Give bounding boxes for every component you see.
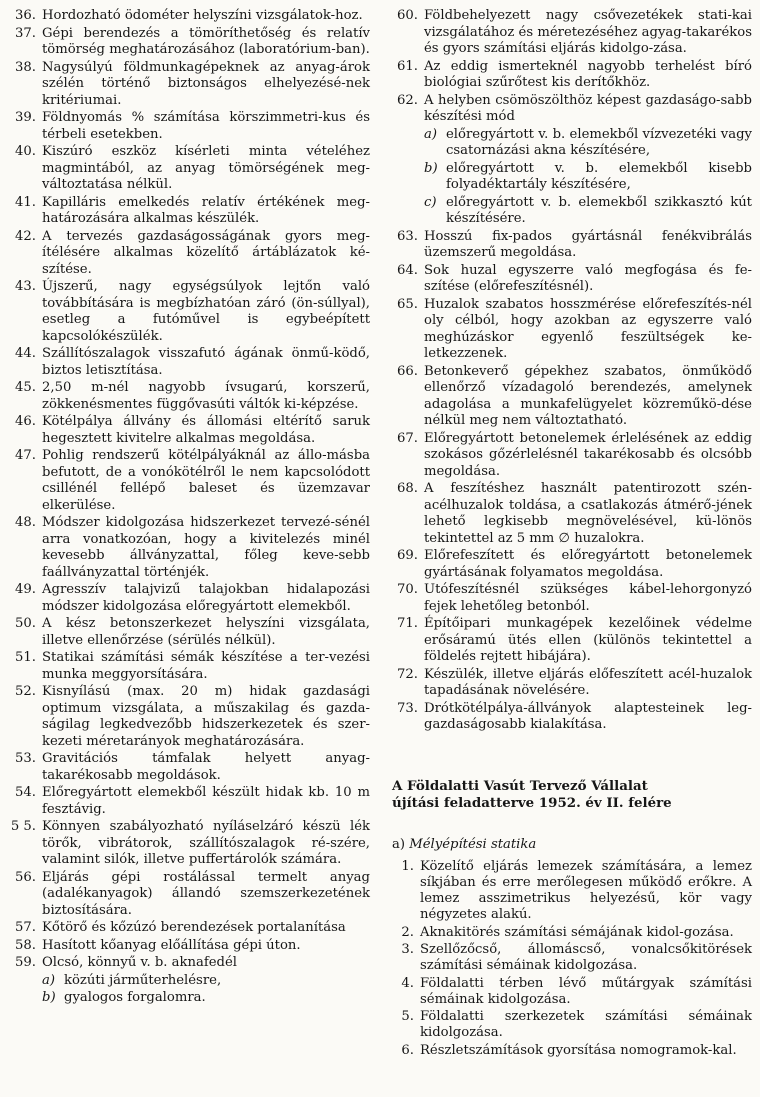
list-item	[388, 942, 752, 975]
item-62-sublist	[388, 127, 752, 228]
item-text: Közelítő eljárás lemezek számítására, a lemez síkjában és erre merőlegesen működő erőkre. A lemez asszimetrikus helyezésű, kör vagy négyzetes alakú.	[420, 858, 752, 923]
list-item	[6, 955, 370, 972]
item-text: Földnyomás % számítása körszimmetri-kus és térbeli esetekben.	[42, 110, 370, 142]
section-heading-line-2: újítási feladatterve 1952. év II. felére	[392, 794, 672, 811]
item-text: Gépi berendezés a tömöríthetőség és relatív tömörség meghatározásához (laboratórium-ban).	[42, 25, 370, 57]
list-item	[6, 195, 370, 228]
item-number: 73.	[397, 700, 418, 716]
item-text: Könnyen szabályozható nyíláselzáró készü lék törők, vibrátorok, szállítószalagok ré-szére, valamint silók, illetve puffertárolók számára.	[42, 819, 370, 867]
item-number: 40.	[15, 144, 36, 159]
item-number: 69.	[397, 548, 418, 563]
list-item	[6, 938, 370, 955]
list-item	[6, 684, 370, 750]
list-item	[388, 976, 752, 1009]
list-item	[388, 701, 752, 734]
item-text: Agresszív talajvizű talajokban hidalapozási módszer kidolgozása előregyártott elemekből.	[42, 582, 370, 614]
item-number: 49.	[15, 582, 36, 597]
item-text: Statikai számítási sémák készítése a ter-vezési munka meggyorsítására.	[42, 650, 370, 682]
item-number: 56.	[15, 869, 36, 885]
list-item	[388, 229, 752, 262]
item-number: 3.	[401, 941, 414, 957]
sub-item-label: a)	[424, 126, 438, 142]
item-number: 39.	[15, 110, 36, 125]
list-item	[6, 8, 370, 25]
item-number: 36.	[15, 8, 36, 23]
list-item	[388, 667, 752, 700]
item-number: 57.	[15, 920, 36, 935]
item-number: 37.	[15, 25, 36, 41]
item-text: Kiszúró eszköz kísérleti minta vételéhez magmintából, az anyag tömörségének meg-változtatása nélkül.	[42, 144, 370, 192]
list-item	[6, 144, 370, 194]
item-text: Olcsó, könnyű v. b. aknafedél	[42, 955, 238, 970]
item-number: 50.	[15, 616, 36, 631]
list-item	[6, 650, 370, 683]
list-item	[6, 785, 370, 818]
item-number: 60.	[397, 8, 418, 23]
item-number: 5.	[401, 1009, 414, 1025]
subsection-heading	[388, 836, 752, 853]
subsection-title: Mélyépítési statika	[409, 836, 537, 852]
item-text: Előregyártott betonelemek érlelésének az eddig szokásos gőzérlelésnél takarékosabb és olcsóbb megoldása.	[424, 430, 752, 479]
item-text: Kapilláris emelkedés relatív értékének meg-határozására alkalmas készülék.	[42, 194, 370, 226]
item-text: Huzalok szabatos hosszmérése előrefeszítés-nél oly célból, hogy azokban az egyszerre való meghúzáskor egyenlő feszültségek ke-letkezzenek.	[424, 296, 752, 361]
list-item	[6, 920, 370, 937]
list-item	[6, 448, 370, 514]
section-heading	[388, 778, 752, 812]
item-text: Földbehelyezett nagy csővezetékek stati-kai vizsgálatához és méretezéséhez agyag-takarékos és gyors számítási eljárás kidolgo-zása.	[424, 8, 752, 56]
item-text: Földalatti térben lévő műtárgyak számítási sémáinak kidolgozása.	[420, 975, 752, 1007]
right-column	[388, 8, 752, 1060]
item-number: 70.	[397, 582, 418, 597]
list-item	[6, 60, 370, 110]
list-item	[6, 380, 370, 413]
list-item	[388, 93, 752, 126]
item-number: 2.	[401, 924, 414, 940]
sub-item-label: a)	[42, 972, 56, 988]
item-number: 4.	[401, 975, 414, 991]
item-text: Kisnyílású (max. 20 m) hidak gazdasági optimum vizsgálata, a műszakilag és gazda-ságilag legkedvezőbb hidszerkezetek és szer-kezeti méretarányok meghatározására.	[42, 684, 370, 749]
item-number: 1.	[401, 858, 414, 874]
list-item	[6, 414, 370, 447]
item-number: 65.	[397, 296, 418, 312]
sub-item-label: c)	[424, 194, 437, 210]
list-item	[388, 925, 752, 941]
section-item-list	[388, 859, 752, 1060]
list-item	[388, 1009, 752, 1042]
item-text: Készülék, illetve eljárás előfeszített acél-huzalok tapadásának növelésére.	[424, 666, 752, 698]
item-number: 47.	[15, 448, 36, 463]
sub-item	[388, 195, 752, 228]
item-number: 67.	[397, 430, 418, 446]
sub-item-text: előregyártott v. b. elemekből vízvezetéki vagy csatornázási akna készítésére,	[446, 126, 752, 158]
item-number: 48.	[15, 515, 36, 530]
item-number: 53.	[15, 751, 36, 766]
sub-item	[6, 973, 370, 990]
item-text: Szállítószalagok visszafutó ágának önmű-ködő, biztos letisztítása.	[42, 346, 370, 378]
item-number: 68.	[397, 481, 418, 496]
item-text: Nagysúlyú földmunkagépeknek az anyag-árok szélén történő biztonságos elhelyezésé-nek kritériumai.	[42, 59, 370, 108]
list-item	[388, 59, 752, 92]
item-text: Előrefeszített és előregyártott betonelemek gyártásának folyamatos megoldása.	[424, 548, 752, 580]
item-number: 44.	[15, 346, 36, 361]
item-text: Részletszámítások gyorsítása nomogramok-kal.	[420, 1042, 737, 1058]
item-number: 41.	[15, 194, 36, 210]
list-item	[6, 279, 370, 345]
item-text: Sok huzal egyszerre való megfogása és fe-szítése (előrefeszítésnél).	[424, 262, 752, 294]
list-item	[388, 859, 752, 924]
item-text: Kőtörő és kőzúzó berendezések portalanítása	[42, 920, 346, 935]
sub-item-text: előregyártott v. b. elemekből kisebb folyadéktartály készítésére,	[446, 160, 752, 192]
right-item-list-a	[388, 8, 752, 126]
item-text: Hasított kőanyag előállítása gépi úton.	[42, 937, 301, 953]
item-text: Betonkeverő gépekhez szabatos, önműködő ellenőrző vízadagoló berendezés, amelynek adagolása a munkafelügyelet közreműkö-dése nélkül meg nem változtatható.	[424, 363, 752, 428]
item-text: Kötélpálya állvány és állomási eltérítő saruk hegesztett kivitelre alkalmas megoldása.	[42, 414, 370, 446]
item-text: A tervezés gazdaságosságának gyors meg-ítélésére alkalmas közelítő ártáblázatok ké-szítése.	[42, 228, 370, 277]
item-text: Hordozható ödométer helyszíni vizsgálatok-hoz.	[42, 8, 363, 23]
sub-item-label: b)	[42, 990, 56, 1005]
list-item	[388, 548, 752, 581]
item-number: 64.	[397, 262, 418, 278]
subsection-prefix: a)	[392, 836, 406, 852]
list-item	[6, 819, 370, 869]
sub-item-text: előregyártott v. b. elemekből szikkasztó kút készítésére.	[446, 194, 752, 226]
list-item	[388, 263, 752, 296]
item-text: A helyben csömöszölthöz képest gazdaságo-sabb készítési mód	[424, 92, 752, 124]
item-text: Eljárás gépi rostálással termelt anyag (adalékanyagok) állandó szemszerkezetének biztosítására.	[42, 869, 370, 918]
sub-item-text: gyalogos forgalomra.	[64, 990, 206, 1005]
item-number: 46.	[15, 414, 36, 429]
item-number: 59.	[15, 955, 36, 970]
list-item	[6, 870, 370, 920]
item-text: Utófeszítésnél szükséges kábel-lehorgonyzó fejek lehetőleg betonból.	[424, 582, 752, 614]
item-59-sublist	[6, 973, 370, 1007]
item-text: Gravitációs támfalak helyett anyag-takarékosabb megoldások.	[42, 751, 370, 783]
item-number: 52.	[15, 684, 36, 699]
item-number: 72.	[397, 666, 418, 682]
item-number: 6.	[401, 1042, 414, 1058]
item-number: 43.	[15, 279, 36, 294]
list-item	[388, 616, 752, 666]
item-text: 2,50 m-nél nagyobb ívsugarú, korszerű, zökkenésmentes függővasúti váltók ki-képzése.	[42, 380, 370, 412]
item-number: 51.	[15, 650, 36, 665]
item-number: 63.	[397, 228, 418, 244]
list-item	[6, 616, 370, 649]
item-number: 58.	[15, 937, 36, 953]
list-item	[388, 431, 752, 481]
item-number: 38.	[15, 59, 36, 75]
list-item	[388, 481, 752, 547]
list-item	[388, 297, 752, 363]
sub-item	[6, 990, 370, 1007]
item-text: Módszer kidolgozása hidszerkezet tervezé-sénél arra vonatkozóan, hogy a kivitelezés minél kevesebb állványzattal, főleg keve-sebb faállványzattal történjék.	[42, 515, 370, 580]
item-text: Az eddig ismerteknél nagyobb terhelést bíró biológiai szűrőtest kis derítőkhöz.	[424, 58, 752, 90]
list-item	[6, 110, 370, 143]
list-item	[388, 1043, 752, 1059]
list-item	[6, 346, 370, 379]
sub-item-text: közúti járműterhelésre,	[64, 972, 222, 988]
item-number: 66.	[397, 363, 418, 379]
list-item	[388, 364, 752, 430]
left-item-list	[6, 8, 370, 972]
list-item	[6, 515, 370, 581]
item-text: Építőipari munkagépek kezelőinek védelme erősáramú ütés ellen (különös tekintettel a földelés rejtett hibájára).	[424, 616, 752, 664]
item-number: 61.	[397, 58, 418, 74]
list-item	[6, 229, 370, 279]
sub-item-label: b)	[424, 160, 438, 176]
list-item	[6, 582, 370, 615]
item-text: Szellőzőcső, állomáscső, vonalcsőkitörések számítási sémáinak kidolgozása.	[420, 941, 752, 974]
item-text: A feszítéshez használt patentirozott szén-acélhuzalok toldása, a csatlakozás átmérő-jének lehető legkisebb megnövelésével, kü-lönös tekintettel az 5 mm ∅ huzalokra.	[424, 481, 752, 546]
item-number: 54.	[15, 785, 36, 800]
item-text: A kész betonszerkezet helyszíni vizsgálata, illetve ellenőrzése (sérülés nélkül).	[42, 616, 370, 648]
section-heading-line-1: A Földalatti Vasút Tervező Vállalat	[392, 777, 648, 794]
item-number: 5 5.	[10, 819, 36, 834]
sub-item	[388, 161, 752, 194]
item-number: 42.	[15, 228, 36, 244]
item-text: Pohlig rendszerű kötélpályáknál az állo-másba befutott, de a vonókötélről le nem kapcsolódott csillénél fellépő baleset és üzemzavar elkerülése.	[42, 448, 370, 513]
item-text: Drótkötélpálya-állványok alaptesteinek leg-gazdaságosabb kialakítása.	[424, 700, 752, 732]
right-item-list-b	[388, 229, 752, 734]
list-item	[6, 751, 370, 784]
item-text: Hosszú fix-pados gyártásnál fenékvibrálás üzemszerű megoldása.	[424, 228, 752, 260]
left-column	[6, 8, 370, 1008]
list-item	[388, 582, 752, 615]
item-text: Földalatti szerkezetek számítási sémáinak kidolgozása.	[420, 1009, 752, 1041]
item-number: 45.	[15, 380, 36, 395]
item-number: 62.	[397, 92, 418, 108]
list-item	[6, 26, 370, 59]
item-text: Aknakitörés számítási sémájának kidol-gozása.	[420, 924, 734, 940]
list-item	[388, 8, 752, 58]
item-text: Újszerű, nagy egységsúlyok lejtőn való továbbítására is megbízhatóan záró (ön-súllyal), esetleg a futóművel is egybeépített kapcsolókészülék.	[42, 279, 370, 344]
sub-item	[388, 127, 752, 160]
item-number: 71.	[397, 616, 418, 631]
item-text: Előregyártott elemekből készült hidak kb. 10 m fesztávig.	[42, 785, 370, 817]
